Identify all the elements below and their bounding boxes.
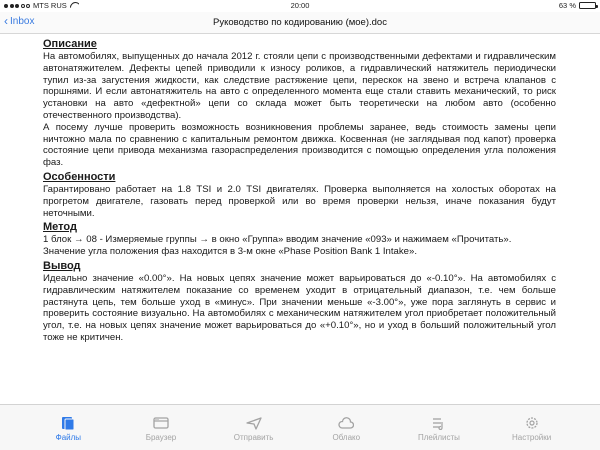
battery-area (559, 1, 596, 10)
tab-settings[interactable] (494, 405, 569, 450)
document-content[interactable] (43, 36, 556, 404)
tab-cloud[interactable] (309, 405, 384, 450)
tab-label: Браузер (145, 433, 177, 442)
paragraph: Значение угла положения фаз находится в 3-м окне «Phase Position Bank 1 Intake». (43, 246, 418, 258)
tab-label: Плейлисты (418, 433, 460, 442)
tab-label: Отправить (233, 433, 274, 442)
document-title: Руководство по кодированию (мое).doc (213, 17, 387, 28)
section-heading: Описание (43, 38, 97, 50)
status-time: 20:00 (290, 1, 310, 10)
paragraph: Гарантировано работает на 1.8 TSI и 2.0 TSI двигателях. Проверка выполняется на холостых оборотах на прогретом двигателе, газовать перед проверкой или во время проверки нельзя, иначе показания будут неточными. (43, 183, 556, 219)
tab-browser[interactable] (123, 405, 198, 450)
browser-icon (153, 416, 169, 430)
paragraph: На автомобилях, выпущенных до начала 2012 г. стояли цепи с производственными дефектами и гидравлическим автонатяжителем. Дефекты цепей приводили к износу роликов, а гидравлический натяжитель периодически тупил из-за загустения жидкости, как следствие растяжение цепи, перескок на звено и встреча клапанов с поршнями. И если автонатяжитель на авто с определенного момента еще стали ставить механический, то риск установки на авто «дефектной» цепи со склада может быть теоретически на любом авто (особенно отечественного производства). (43, 51, 556, 121)
back-label: Inbox (10, 15, 35, 27)
navigation-bar (0, 12, 600, 34)
section-heading: Метод (43, 221, 77, 234)
section-heading: Особенности (43, 170, 116, 183)
chevron-left-icon: ‹ (4, 14, 8, 28)
paragraph: Идеально значение «0.00°». На новых цепях значение может варьироваться до «-0.10°». На автомобилях с гидравлическим натяжителем показание со временем уходит в отрицательный диапазон, т.е. чем больше растянута цепь, тем больше уход в «минус». При значении меньше «-3.00°», уже пора заглянуть в сервис и проверить состояние визуально. На автомобилях с механическим натяжителем угол приобретает положительный угол, т.е. на новых цепях значение может варьироваться до «+0.10°», но и уход в больший положительный угол тоже не критичен. (43, 272, 556, 343)
cloud-icon (338, 416, 354, 430)
section-heading: Вывод (43, 259, 81, 272)
tab-send[interactable] (216, 405, 291, 450)
paragraph: 1 блок → 08 - Измеряемые группы → в окно «Группа» вводим значение «093» и нажимаем «Прочитать». (43, 234, 512, 246)
send-icon (246, 416, 262, 430)
tab-playlists[interactable] (401, 405, 476, 450)
tab-label: Файлы (55, 433, 82, 442)
settings-icon (524, 416, 540, 430)
files-icon (60, 416, 76, 430)
tab-label: Настройки (511, 433, 552, 442)
status-bar (0, 0, 600, 12)
battery-icon (579, 2, 596, 9)
playlists-icon (431, 416, 447, 430)
carrier-label: MTS RUS (33, 1, 67, 10)
tab-files[interactable] (31, 405, 106, 450)
tab-label: Облако (332, 433, 361, 442)
battery-percent: 63 % (558, 1, 576, 10)
paragraph: А посему лучше проверить возможность возникновения проблемы заранее, ведь стоимость замены цепи ничтожно мала по сравнению с капитальным ремонтом движка. Косвенная (не заглядывая под капот) проверка состояние цепи привода механизма газораспределения производится с помощью определения угла положения фаз. (43, 121, 556, 169)
tab-bar (0, 404, 600, 450)
